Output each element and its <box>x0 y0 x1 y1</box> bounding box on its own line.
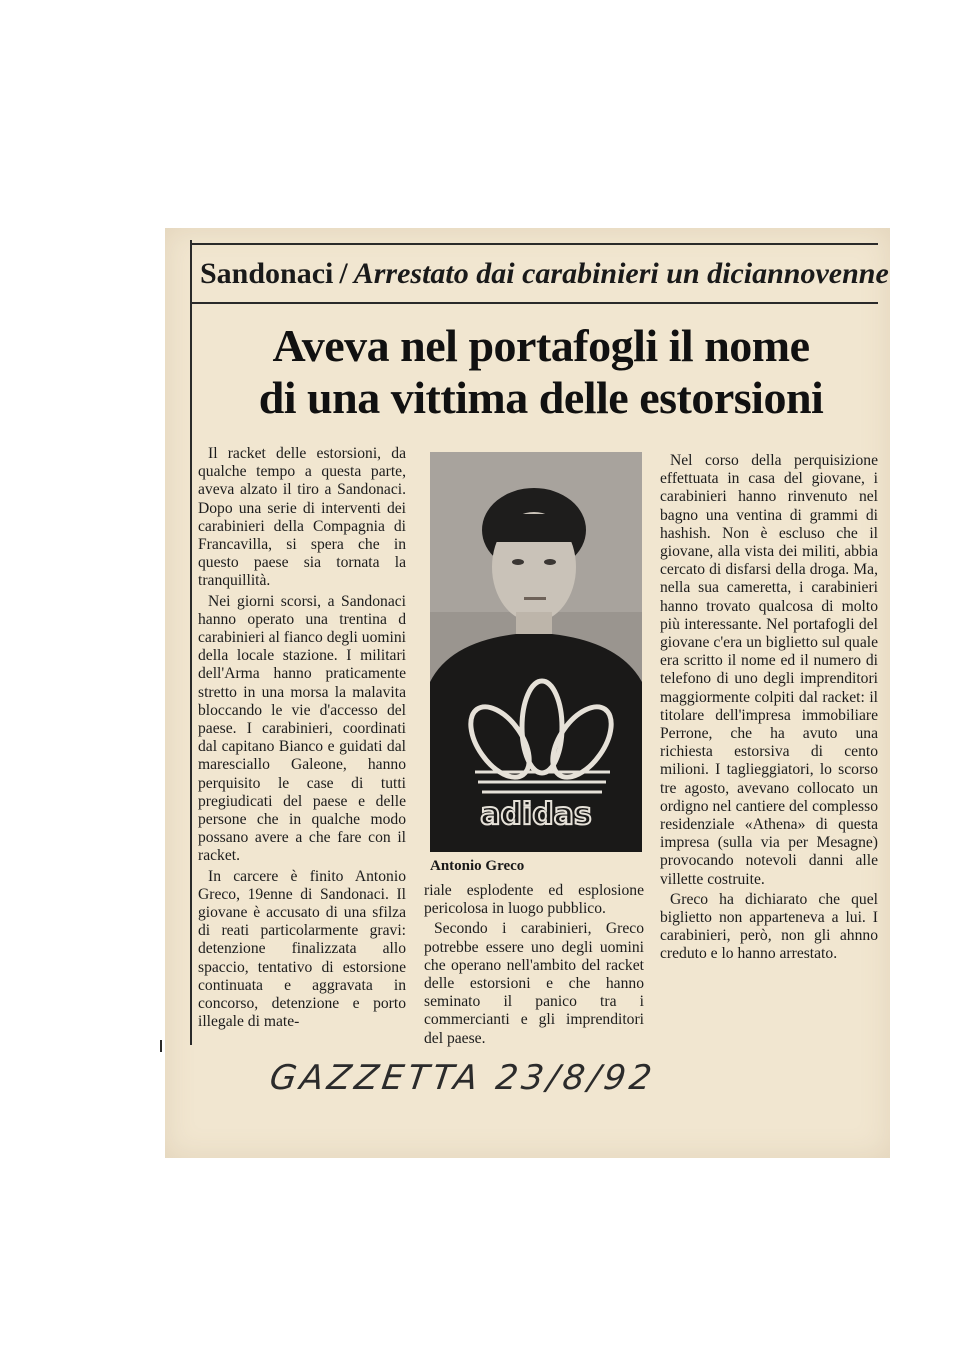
article-column-3 <box>660 452 878 964</box>
paragraph: Secondo i carabinieri, Greco potrebbe essere uno degli uomini che operano nell'ambito del racket delle estorsioni e che hanno seminato il panico tra i commercianti e gli imprenditori del paese. <box>424 920 644 1047</box>
paragraph: Nel corso della perquisizione effettuata in casa del giovane, i carabinieri hanno rinvenuto nel bagno una ventina di grammi di hashish. Non è escluso che il giovane, alla vista dei militi, abbia cercato di disfarsi della droga. Ma, nella sua cameretta, i carabinieri hanno trovato qualcosa di molto più interessante. Nel portafogli del giovane c'era un biglietto sul quale era scritto il nome ed il numero di telefono di uno degli imprenditori maggiormente colpiti dal racket: il titolare dell'impresa immobiliare Perrone, che ha avuto una richiesta estorsiva di cento milioni. I taglieggiatori, lo scorso tre agosto, avevano collocato un ordigno nel cantiere del complesso residenziale «Athena» di questa impresa (sulla via per Mesagne) provocando notevoli danni alle villette costruite. <box>660 452 878 888</box>
kicker <box>200 252 889 296</box>
portrait-image <box>430 452 642 852</box>
paragraph: Il racket delle estorsioni, da qualche tempo a questa parte, aveva alzato il tiro a Sandonaci. Dopo una serie di interventi dei carabinieri della Compagnia di Francavilla, si spera che in questo paese sia tornata la tranquillità. <box>198 445 406 590</box>
kicker-place: Sandonaci <box>200 257 334 290</box>
paragraph: Nei giorni scorsi, a Sandonaci hanno operato una trentina d carabinieri al fianco degli uomini della locale stazione. I militari dell'Arma hanno praticamente stretto in una morsa la malavita bloccando le vie d'accesso del paese. I carabinieri, coordinati dal capitano Bianco e guidati dal maresciallo Galeone, hanno perquisito le case di tutti pregiudicati del paese e delle persone che in qualche modo possano avere a che fare con il racket. <box>198 592 406 865</box>
article-column-1 <box>198 445 406 1032</box>
photo-caption: Antonio Greco <box>430 858 525 874</box>
handwritten-source-note: GAZZETTA 23/8/92 <box>267 1058 659 1098</box>
shirt-logo-text: adidas <box>480 797 592 832</box>
headline-line-2: di una vittima delle estorsioni <box>258 372 824 423</box>
kicker-separator: / <box>339 257 348 290</box>
kicker-subtitle: Arrestato dai carabinieri un diciannovenne <box>353 257 889 290</box>
headline-line-1: Aveva nel portafogli il nome <box>272 320 810 371</box>
headline <box>196 320 886 424</box>
paragraph: riale esplodente ed esplosione pericolosa in luogo pubblico. <box>424 882 644 918</box>
article-column-2 <box>424 882 644 1048</box>
column-rule-left <box>190 240 192 1045</box>
rule-tick <box>160 1040 162 1052</box>
paragraph: Greco ha dichiarato che quel biglietto non apparteneva a lui. I carabinieri, però, non gli ahnno creduto e lo hanno arrestato. <box>660 890 878 963</box>
portrait-photo <box>430 452 642 852</box>
kicker-rule <box>190 302 878 304</box>
top-rule <box>190 243 878 245</box>
paragraph: In carcere è finito Antonio Greco, 19enne di Sandonaci. Il giovane è accusato di una sfilza di reati particolarmente gravi: detenzione finalizzata allo spaccio, tentativo di estorsione continuata e aggravata in concorso, detenzione e porto illegale di mate- <box>198 867 406 1031</box>
